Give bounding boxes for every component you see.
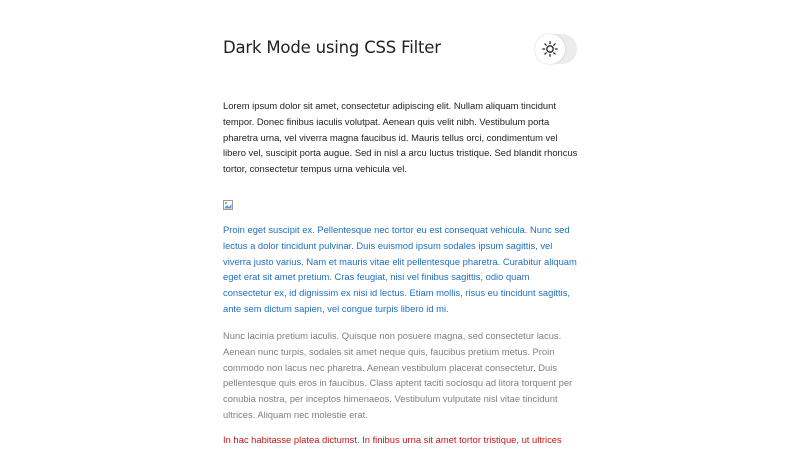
page-title: Dark Mode using CSS Filter [223, 38, 441, 57]
paragraph-3: Nunc lacinia pretium iaculis. Quisque non posuere magna, sed consectetur lacus. Aenean nunc turpis, sodales sit amet neque quis, faucibus pretium metus. Proin commodo non lacus nec pharetra. Aenean vestibulum placerat consectetur. Duis pellentesque quis eros in faucibus. Class aptent taciti sociosqu ad litora torquent per conubia nostra, per inceptos himenaeos. Vestibulum vulputate nisl vitae tincidunt ultrices. Aliquam nec molestie erat. [223, 330, 573, 420]
dark-mode-toggle[interactable] [535, 34, 577, 64]
paragraph-2: Proin eget suscipit ex. Pellentesque nec tortor eu est consequat vehicula. Nunc sed lectus a dolor tincidunt pulvinar. Duis euismod ipsum sodales ipsum sagittis, vel viverra justo varius. Nam et mauris vitae elit pellentesque pharetra. Curabitur aliquam eget erat sit amet pretium. Cras feugiat, nisi vel finibus sagittis, odio quam consectetur ex, id dignissim ex nisi id lectus. Etiam mollis, risus eu tincidunt sagittis, ante sem dictum sapien, vel congue turpis libero id mi. [223, 224, 577, 314]
sun-icon [542, 41, 558, 57]
paragraph-1: Lorem ipsum dolor sit amet, consectetur adipiscing elit. Nullam aliquam tincidunt tempor. Donec finibus iaculis volutpat. Aenean quis velit nibh. Vestibulum porta pharetra urna, vel viverra magna faucibus id. Mauris tellus orci, condimentum vel libero vel, suscipit porta augue. Sed in nisl a arcu luctus tristique. Sed blandit rhoncus tortor, consectetur tempus urna vehicula vel. [223, 100, 578, 175]
paragraph-4: In hac habitasse platea dictumst. In finibus urna sit amet tortor tristique, ut ultrices [223, 434, 562, 445]
broken-image-icon [223, 195, 233, 205]
header [223, 34, 578, 66]
toggle-knob[interactable] [535, 34, 565, 64]
